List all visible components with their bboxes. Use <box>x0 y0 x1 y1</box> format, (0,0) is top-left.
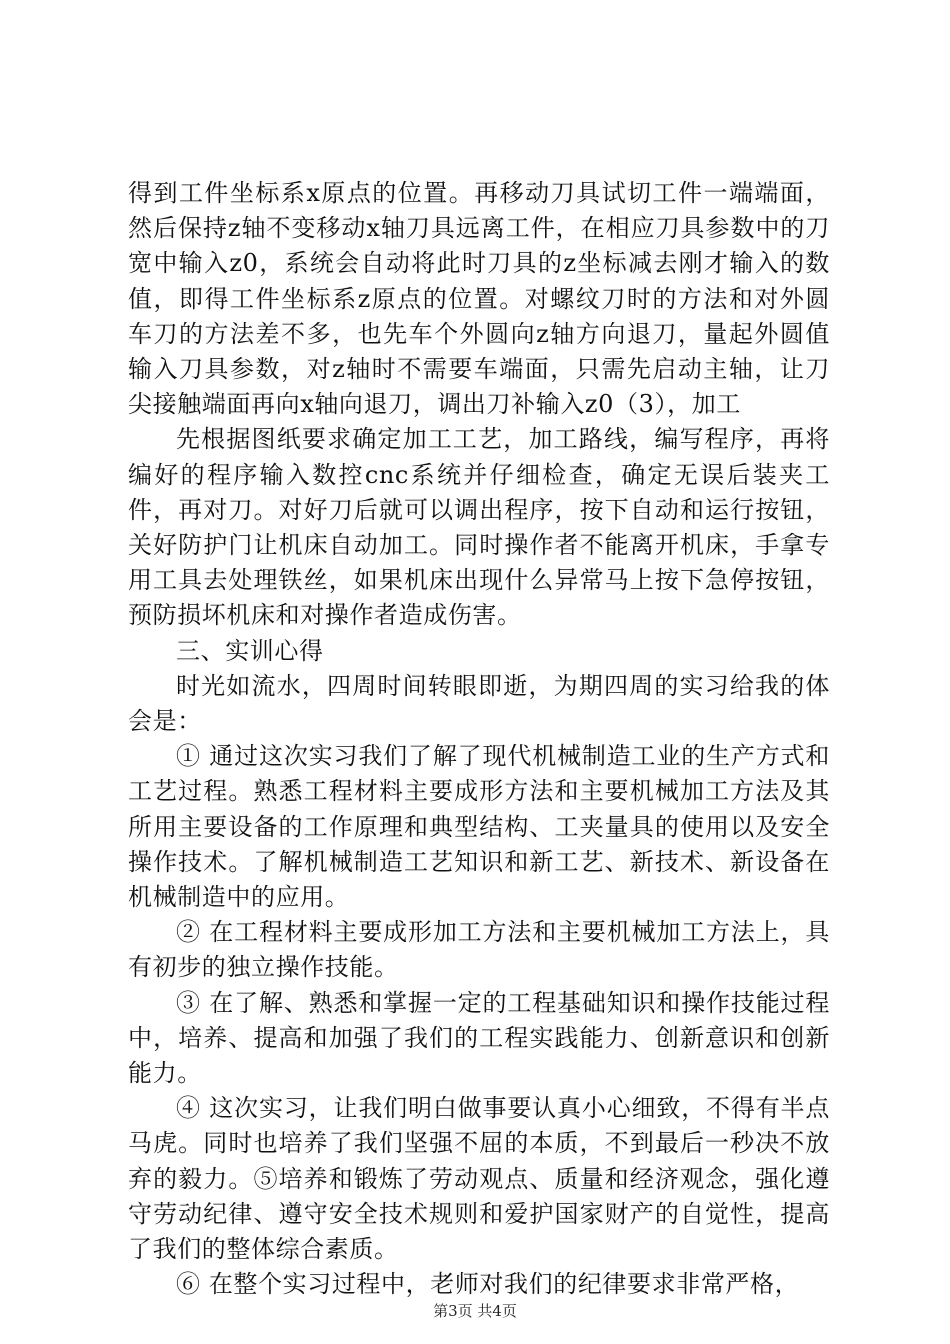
section-heading: 三、实训心得 <box>176 636 324 665</box>
document-body <box>128 176 830 1303</box>
list-item-2: ② 在工程材料主要成形加工方法和主要机械加工方法上，具有初步的独立操作技能。 <box>128 918 830 982</box>
paragraph-2: 先根据图纸要求确定加工工艺，加工路线，编写程序，再将编好的程序输入数控cnc系统并仔细检查，确定无误后装夹工件，再对刀。对好刀后就可以调出程序，按下自动和运行按钮，关好防护门让机床自动加工。同时操作者不能离开机床，手拿专用工具去处理铁丝，如果机床出现什么异常马上按下急停按钮，预防损坏机床和对操作者造成伤害。 <box>128 425 830 630</box>
page-number-footer: 第3页 共4页 <box>433 1302 517 1320</box>
paragraph-1: 得到工件坐标系x原点的位置。再移动刀具试切工件一端端面，然后保持z轴不变移动x轴刀具远离工件，在相应刀具参数中的刀宽中输入z0，系统会自动将此时刀具的z坐标减去刚才输入的数值，即得工件坐标系z原点的位置。对螺纹刀时的方法和对外圆车刀的方法差不多，也先车个外圆向z轴方向退刀，量起外圆值输入刀具参数，对z轴时不需要车端面，只需先启动主轴，让刀尖接触端面再向x轴向退刀，调出刀补输入z0（3），加工 <box>128 179 830 419</box>
list-item-3: ③ 在了解、熟悉和掌握一定的工程基础知识和操作技能过程中，培养、提高和加强了我们的工程实践能力、创新意识和创新能力。 <box>128 988 830 1088</box>
list-item-1: ① 通过这次实习我们了解了现代机械制造工业的生产方式和工艺过程。熟悉工程材料主要成形方法和主要机械加工方法及其所用主要设备的工作原理和典型结构、工夹量具的使用以及安全操作技术。了解机械制造工艺知识和新工艺、新技术、新设备在机械制造中的应用。 <box>128 742 830 912</box>
list-item-4: ④ 这次实习，让我们明白做事要认真小心细致，不得有半点马虎。同时也培养了我们坚强不屈的本质，不到最后一秒决不放弃的毅力。⑤培养和锻炼了劳动观点、质量和经济观念，强化遵守劳动纪律、遵守安全技术规则和爱护国家财产的自觉性，提高了我们的整体综合素质。 <box>128 1094 830 1264</box>
paragraph-3: 时光如流水，四周时间转眼即逝，为期四周的实习给我的体会是： <box>128 671 830 736</box>
list-item-6: ⑥ 在整个实习过程中，老师对我们的纪律要求非常严格， <box>176 1270 800 1299</box>
